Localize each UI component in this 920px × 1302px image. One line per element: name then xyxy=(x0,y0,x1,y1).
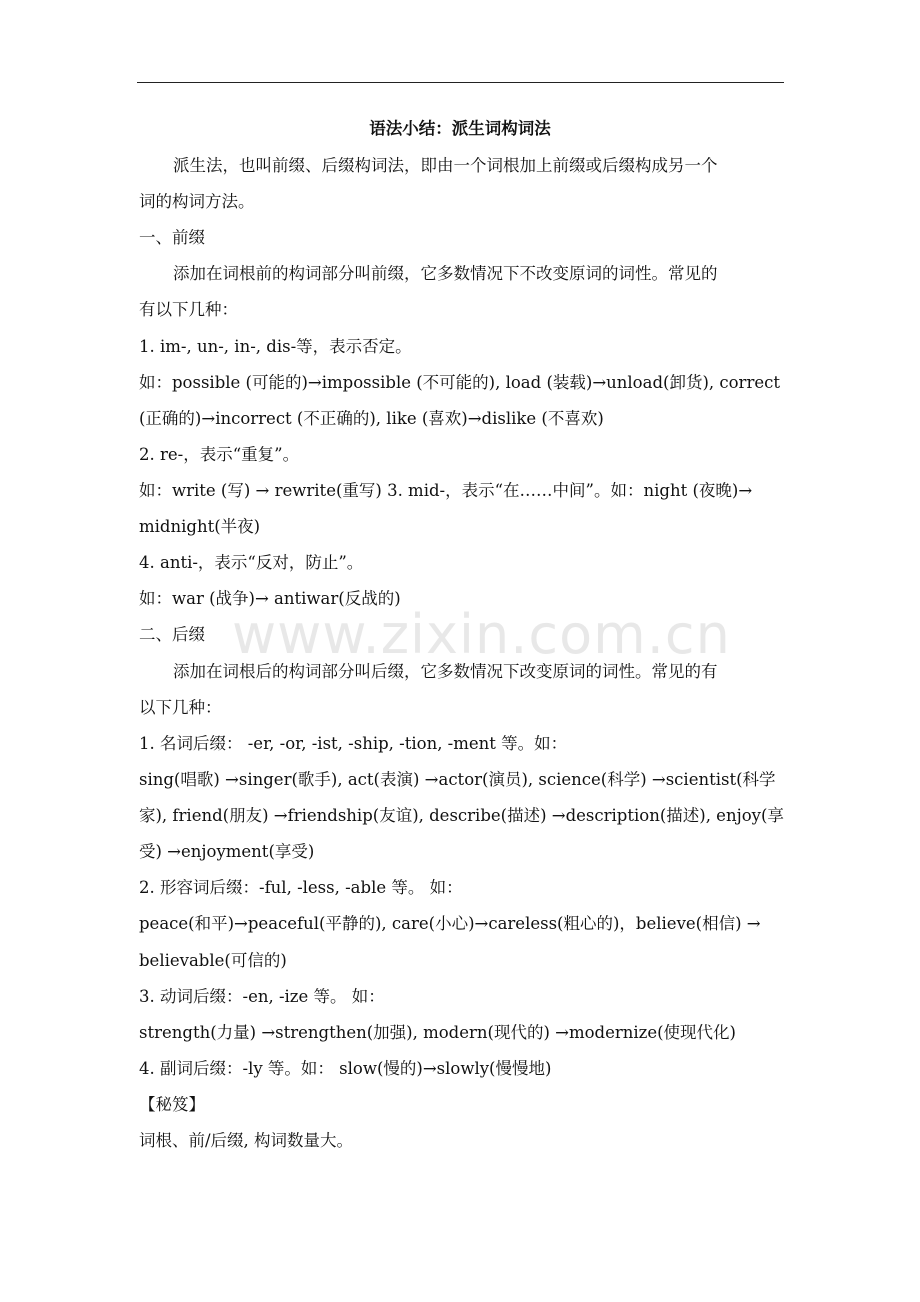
paragraph-line: 以下几种： xyxy=(139,698,222,717)
section-heading: 【秘笈】 xyxy=(139,1095,205,1114)
example-line: believable(可信的) xyxy=(139,951,287,970)
example-line: sing(唱歌) →singer(歌手), act(表演) →actor(演员), science(科学) →scientist(科学 xyxy=(139,770,776,789)
list-item: 4. 副词后缀：-ly 等。如： slow(慢的)→slowly(慢慢地) xyxy=(139,1059,552,1078)
paragraph-line: 词根、前/后缀, 构词数量大。 xyxy=(139,1131,354,1150)
watermark: www.zixin.com.cn xyxy=(232,603,731,666)
list-item: 2. re-，表示“重复”。 xyxy=(139,445,300,464)
example-line: 如：write (写) → rewrite(重写) 3. mid-，表示“在……中间”。如：night (夜晚)→ xyxy=(139,481,753,500)
paragraph-line: 派生法，也叫前缀、后缀构词法，即由一个词根加上前缀或后缀构成另一个 xyxy=(173,156,718,175)
example-line: (正确的)→incorrect (不正确的), like (喜欢)→dislike (不喜欢) xyxy=(139,409,604,428)
paragraph-line: 添加在词根前的构词部分叫前缀，它多数情况下不改变原词的词性。常见的 xyxy=(173,264,718,283)
paragraph-line: 词的构词方法。 xyxy=(139,192,255,211)
example-line: midnight(半夜) xyxy=(139,517,261,536)
example-line: peace(和平)→peaceful(平静的), care(小心)→careless(粗心的)，believe(相信) → xyxy=(139,914,761,933)
header-rule xyxy=(137,82,784,83)
example-line: 如：possible (可能的)→impossible (不可能的), load (装载)→unload(卸货), correct xyxy=(139,373,780,392)
example-line: 如：war (战争)→ antiwar(反战的) xyxy=(139,589,401,608)
example-line: 家), friend(朋友) →friendship(友谊), describe(描述) →description(描述), enjoy(享 xyxy=(139,806,784,825)
list-item: 1. 名词后缀： -er, -or, -ist, -ship, -tion, -ment 等。如： xyxy=(139,734,568,753)
list-item: 3. 动词后缀：-en, -ize 等。 如： xyxy=(139,987,385,1006)
document-title: 语法小结：派生词构词法 xyxy=(369,119,551,138)
list-item: 2. 形容词后缀：-ful, -less, -able 等。 如： xyxy=(139,878,463,897)
paragraph-line: 添加在词根后的构词部分叫后缀，它多数情况下改变原词的词性。常见的有 xyxy=(173,662,718,681)
example-line: strength(力量) →strengthen(加强), modern(现代的) →modernize(使现代化) xyxy=(139,1023,736,1042)
list-item: 1. im-, un-, in-, dis-等，表示否定。 xyxy=(139,337,412,356)
paragraph-line: 有以下几种： xyxy=(139,300,238,319)
list-item: 4. anti-，表示“反对，防止”。 xyxy=(139,553,364,572)
section-heading: 一、前缀 xyxy=(139,228,205,247)
section-heading: 二、后缀 xyxy=(139,625,205,644)
example-line: 受) →enjoyment(享受) xyxy=(139,842,315,861)
